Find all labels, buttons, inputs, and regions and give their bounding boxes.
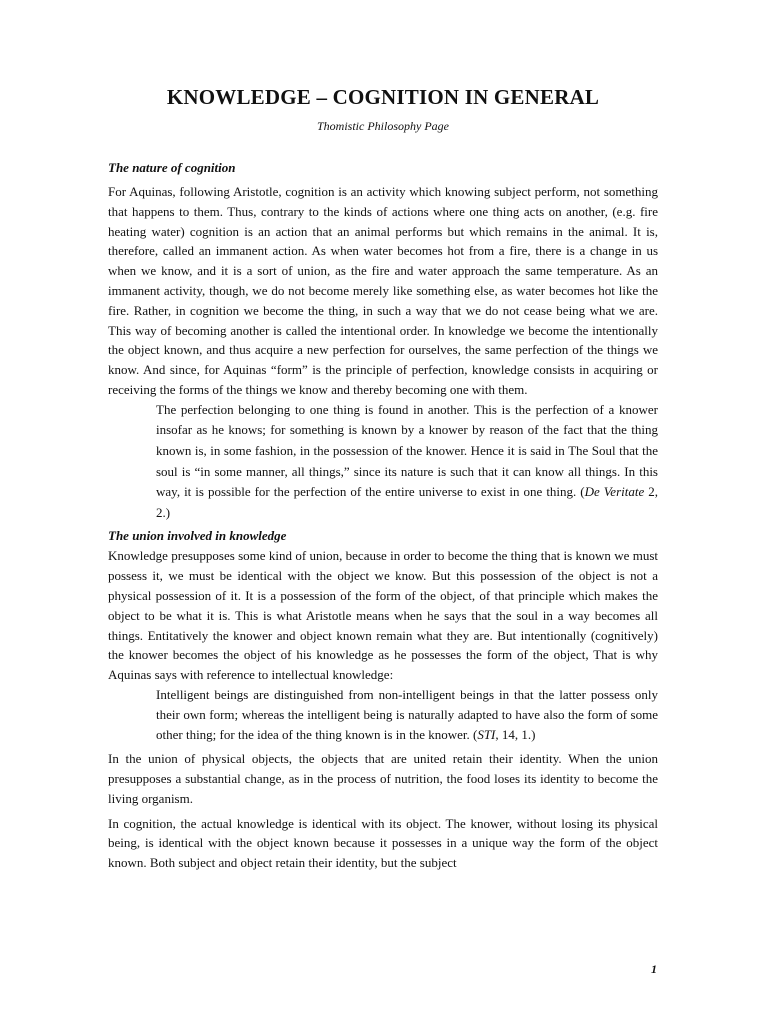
document-page <box>108 84 658 873</box>
document-title: KNOWLEDGE – COGNITION IN GENERAL <box>166 85 600 109</box>
body-paragraph: In cognition, the actual knowledge is identical with its object. The knower, without losing its physical being, is identical with the object known because it possesses in a unique way the form of the object known. Both subject and object retain their identity, but the subject <box>108 815 658 871</box>
citation-work: De Veritate <box>584 484 645 500</box>
body-paragraph: In the union of physical objects, the objects that are united retain their identity. When the union presupposes a substantial change, as in the process of nutrition, the food loses its identity to become the living organism. <box>108 751 658 806</box>
citation-work: STI <box>477 726 496 742</box>
section-heading-union-in-knowledge: The union involved in knowledge <box>108 528 287 544</box>
block-quote <box>156 400 658 524</box>
document-subtitle: Thomistic Philosophy Page <box>317 119 449 133</box>
body-paragraph: Knowledge presupposes some kind of union, because in order to become the thing that is known we must possess it, we must be identical with the object we know. But this possession of the object is not a physical possession of it. It is a possession of the form of the object, of that principle which makes the object to be what it is. This is what Aristotle means when he says that the soul in a way becomes all things. Entitatively the knower and object known remain what they are. But intentionally (cognitively) the knower becomes the object of his knowledge as he possesses the form of the object, That is why Aquinas says with reference to intellectual knowledge: <box>108 548 658 683</box>
citation-reference: , 14, 1.) <box>495 726 536 742</box>
block-quote <box>156 685 658 744</box>
quote-text: Intelligent beings are distinguished from non-intelligent beings in that the latter possess only their own form; whereas the intelligent being is naturally adapted to have also the form of some other thing; for the idea of the thing known is in the knower. ( <box>156 686 658 742</box>
citation-reference: 2, 2.) <box>156 484 659 520</box>
page-number: 1 <box>651 962 657 976</box>
quote-text: The perfection belonging to one thing is found in another. This is the perfection of a knower insofar as he knows; for something is known by a knower by reason of the fact that the thing known is, in some fashion, in the possession of the knower. Hence it is said in The Soul that the soul is “in some manner, all things,” since its nature is such that it can know all things. In this way, it is possible for the perfection of the entire universe to exist in one thing. ( <box>156 401 658 500</box>
body-paragraph: For Aquinas, following Aristotle, cognition is an activity which knowing subject perform, not something that happens to them. Thus, contrary to the kinds of actions where one thing acts on another, (e.g. fire heating water) cognition is an action that an animal performs but which remains in the animal. It is, therefore, called an immanent action. As when water becomes hot from a fire, there is a change in us when we know, and it is a sort of union, as the fire and water approach the same temperature. As an immanent activity, though, we do not become merely like something else, as water becomes hot like the fire. Rather, in cognition we become the thing, in such a way that we do not cease being what we are. This way of becoming another is called the intentional order. In knowledge we become the intentionally the object known, and thus acquire a new perfection for ourselves, the same perfection of the things we know. And since, for Aquinas “form” is the principle of perfection, knowledge consists in acquiring or receiving the forms of the things we know and thereby becoming one with them. <box>108 184 658 397</box>
section-heading-nature-of-cognition: The nature of cognition <box>108 160 236 175</box>
